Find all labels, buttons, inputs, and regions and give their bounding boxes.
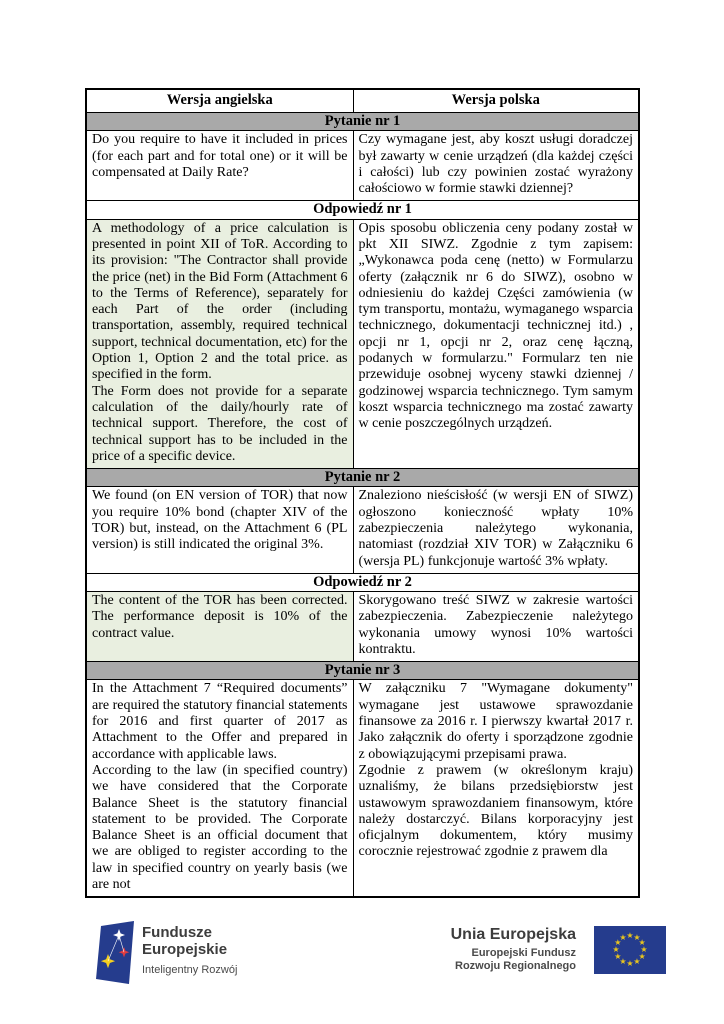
table-header-row (86, 89, 639, 113)
question-2-band: Pytanie nr 2 (86, 469, 639, 487)
unia-subtitle-line2: Rozwoju Regionalnego (455, 960, 576, 973)
answer-1-row (86, 219, 639, 468)
question-3-polish: W załączniku 7 "Wymagane dokumenty" wymagane jest ustawowe sprawozdanie finansowe za 2016 r. I pierwszy kwartał 2017 r. Jako załącznik do oferty i sporządzone zgodnie z obowiązującymi przepisami prawa. Zgodnie z prawem (w określonym kraju) uznaliśmy, że bilans przedsiębiorstw jest ustawowym sprawozdaniem finansowym, które należy dostarczyć. Bilans korporacyjny jest oficjalnym dokumentem, który musimy corocznie rejestrować zgodnie z prawem dla (353, 680, 639, 897)
fundusze-title-line2: Europejskie (142, 941, 228, 959)
question-2-band-row (86, 469, 639, 487)
question-2-english: We found (on EN version of TOR) that now you require 10% bond (chapter XIV of the TOR) but, instead, on the Attachment 6 (PL version) is still indicated the original 3%. (86, 487, 353, 573)
question-1-polish: Czy wymagane jest, aby koszt usługi doradczej był zawarty w cenie urządzeń (dla każdej części i całości) lub czy powinien zostać wyrażony całościowo w formie stawki dziennej? (353, 131, 639, 201)
answer-1-polish: Opis sposobu obliczenia ceny podany został w pkt XII SIWZ. Zgodnie z tym zapisem: „Wykonawca poda cenę (netto) w Formularzu oferty (załącznik nr 6 do SIWZ), osobno w odniesieniu do każdej Części zamówienia (w tym transportu, montażu, wymaganego wsparcia technicznego, dokumentacji technicznej itd.) , opcji nr 1, opcji nr 2, oraz cenę łączną, podanych w formularzu." Formularz ten nie przewiduje osobnej wyceny stawki dziennej / godzinowej wsparcia technicznego. Tym samym koszt wsparcia technicznego ma zostać zawarty w cenie poszczególnych urządzeń. (353, 219, 639, 468)
question-3-english: In the Attachment 7 “Required documents” are required the statutory financial statements for 2016 and first quarter of 2017 as Attachment to the Offer and prepared in accordance with applicable laws. According to the law (in specified country) we have considered that the Corporate Balance Sheet is the statutory financial statement to be provided. The Corporate Balance Sheet is an official document that we are obliged to register according to the law in specified country on yearly basis (we are not (86, 680, 353, 897)
footer-logos (0, 912, 724, 1012)
answer-1-english: A methodology of a price calculation is presented in point XII of ToR. According to its provision: "The Contractor shall provide the price (net) in the Bid Form (Attachment 6 to the Terms of Reference), separately for each Part of the order (including transportation, assembly, required technical support, technical documentation, etc) for the Option 1, Option 2 and the total price. as specified in the form. The Form does not provide for a separate calculation of the daily/hourly rate of technical support. Therefore, the cost of technical support has to be included in the price of a specific device. (86, 219, 353, 468)
question-3-row (86, 680, 639, 897)
question-3-band: Pytanie nr 3 (86, 662, 639, 680)
answer-2-row (86, 592, 639, 662)
answer-2-band-row (86, 573, 639, 591)
answer-2-polish: Skorygowano treść SIWZ w zakresie wartości zabezpieczenia. Zabezpieczenie należytego wykonania umowy wynosi 10% wartości kontraktu. (353, 592, 639, 662)
qa-table (85, 88, 640, 898)
column-header-english: Wersja angielska (86, 89, 353, 113)
fundusze-europejskie-wordmark (142, 924, 237, 976)
question-2-row (86, 487, 639, 573)
unia-europejska-wordmark (451, 926, 576, 974)
answer-1-band-row (86, 201, 639, 219)
question-1-english: Do you require to have it included in prices (for each part and for total one) or it will be compensated at Daily Rate? (86, 131, 353, 201)
eu-flag-icon: ★ ★ ★ ★ ★ ★ ★ ★ ★ ★ ★ ★ (594, 926, 666, 974)
fundusze-europejskie-flag-icon (95, 918, 135, 988)
answer-2-english: The content of the TOR has been corrected. The performance deposit is 10% of the contract value. (86, 592, 353, 662)
column-header-polish: Wersja polska (353, 89, 639, 113)
answer-1-band: Odpowiedź nr 1 (86, 201, 639, 219)
fundusze-title-line1: Fundusze (142, 924, 212, 941)
question-1-row (86, 131, 639, 201)
answer-2-band: Odpowiedź nr 2 (86, 573, 639, 591)
unia-europejska-title: Unia Europejska (450, 926, 576, 943)
question-3-band-row (86, 662, 639, 680)
question-1-band-row (86, 113, 639, 131)
question-2-polish: Znaleziono nieścisłość (w wersji EN of SIWZ) ogłoszono konieczność wpłaty 10% zabezpieczenia należytego wykonania, natomiast (rozdział XIV TOR) w Załączniku 6 (wersja PL) funkcjonuje wartość 3% wpłaty. (353, 487, 639, 573)
question-1-band: Pytanie nr 1 (86, 113, 639, 131)
unia-europejska-subtitle (451, 947, 576, 975)
fundusze-subtitle: Inteligentny Rozwój (142, 963, 238, 976)
unia-subtitle-line1: Europejski Fundusz (471, 946, 576, 959)
